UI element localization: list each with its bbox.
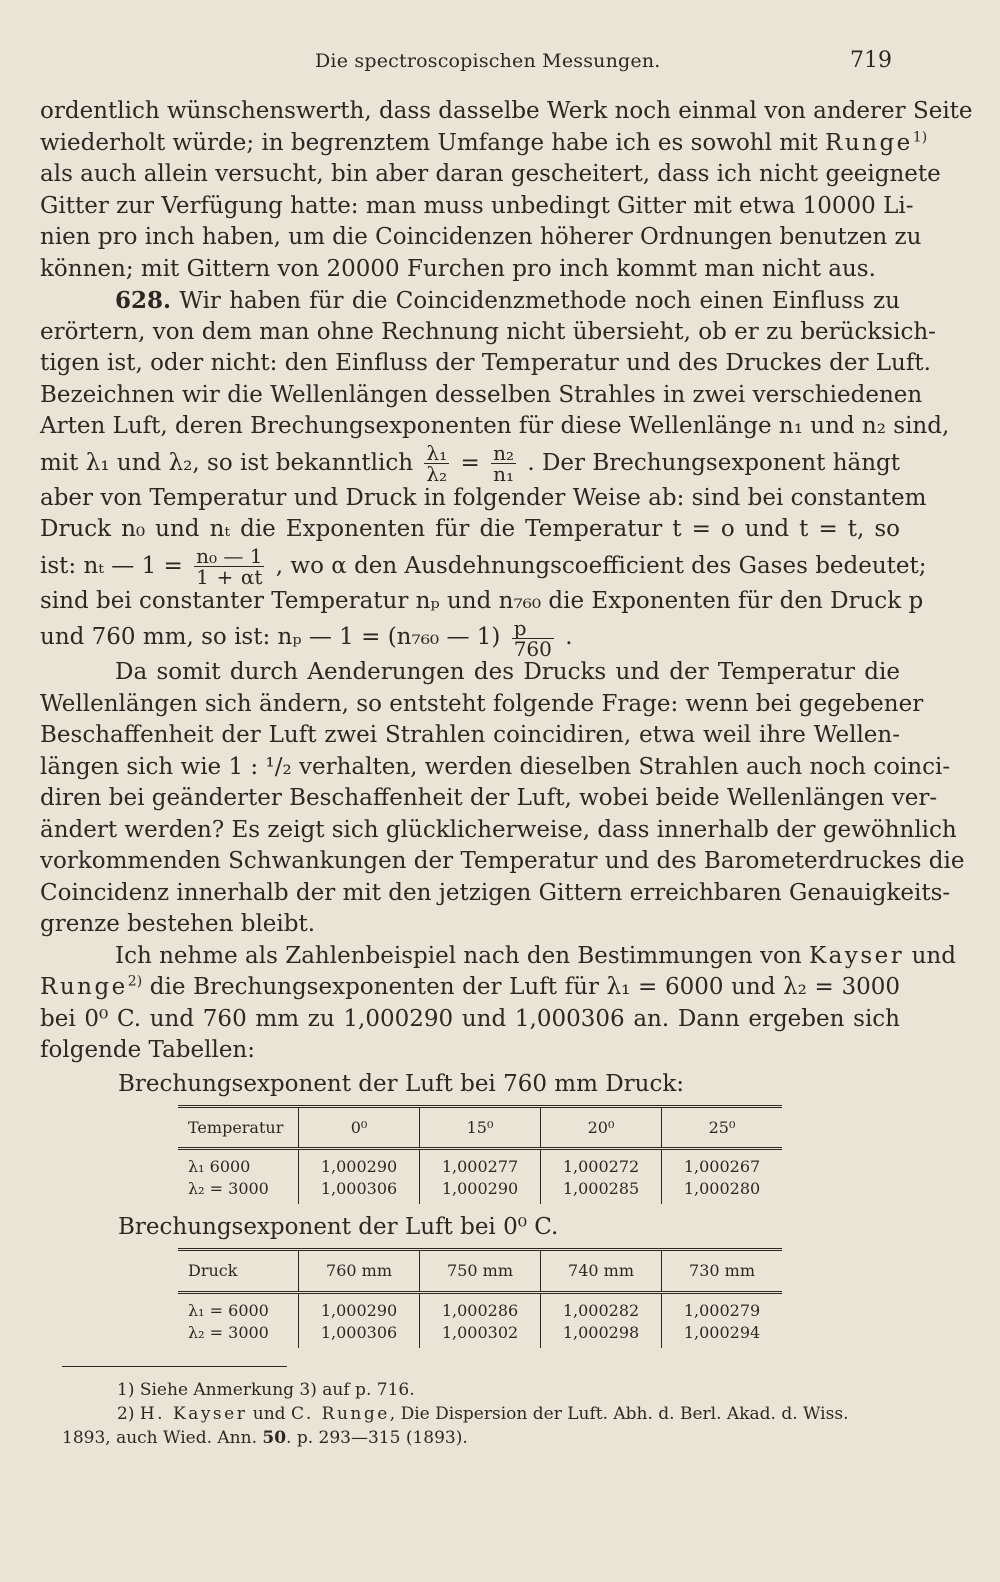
equation-line: [40, 544, 927, 589]
table-cell: 1,000272: [541, 1149, 662, 1179]
table-caption: Brechungsexponent der Luft bei 0⁰ C.: [118, 1214, 559, 1240]
table-header: 20⁰: [541, 1106, 662, 1149]
table-cell: 1,000285: [541, 1178, 662, 1204]
fraction-numerator: n₀ — 1: [196, 544, 263, 568]
fraction-numerator: p: [512, 618, 554, 639]
equation-line: [40, 441, 900, 486]
text-line: Da somit durch Aenderungen des Drucks und der Temperatur die: [115, 659, 900, 685]
text-line: Coincidenz innerhalb der mit den jetzigen Gittern erreichbaren Genauigkeits-: [40, 879, 951, 906]
table-header: Druck: [178, 1250, 299, 1293]
table-header: 25⁰: [662, 1106, 783, 1149]
author-name: C. Runge: [290, 1404, 390, 1424]
table-cell: 1,000290: [420, 1178, 541, 1204]
text-line: Gitter zur Verfügung hatte: man muss unbedingt Gitter mit etwa 10000 Li-: [40, 192, 914, 219]
text-span: , wo α den Ausdehnungscoefficient des Gases bedeutet;: [275, 552, 927, 579]
text-line: bei 0⁰ C. und 760 mm zu 1,000290 und 1,000306 an. Dann ergeben sich: [40, 1005, 900, 1032]
text-line: Bezeichnen wir die Wellenlängen desselben Strahles in zwei verschiedenen: [40, 381, 923, 408]
text-line: ändert werden? Es zeigt sich glücklicherweise, dass innerhalb der gewöhnlich: [40, 816, 957, 843]
footnote-ref: 2): [127, 973, 143, 990]
table-header: Temperatur: [178, 1106, 299, 1149]
running-head-title: Die spectroscopischen Messungen.: [315, 50, 661, 72]
text-line: diren bei geänderter Beschaffenheit der Luft, wobei beide Wellenlängen ver-: [40, 785, 938, 811]
fraction-denominator: λ₂: [426, 462, 448, 486]
footnote: 1) Siehe Anmerkung 3) auf p. 716.: [117, 1380, 415, 1400]
running-head: [0, 50, 1000, 80]
text-span: , Die Dispersion der Luft. Abh. d. Berl. Akad. d. Wiss.: [389, 1404, 849, 1424]
equation-line: [40, 615, 900, 661]
text-line: Wellenlängen sich ändern, so entsteht folgende Frage: wenn bei gegebener: [40, 690, 924, 717]
text-span: Ich nehme als Zahlenbeispiel nach den Bestimmungen von: [115, 942, 809, 969]
text-span: Wir haben für die Coincidenzmethode noch einen Einfluss zu: [171, 288, 900, 314]
footnote-ref: 1): [912, 128, 928, 145]
table-cell: 1,000267: [683, 1157, 761, 1176]
table-cell: λ₁ = 6000: [178, 1292, 299, 1322]
table-cell: 1,000280: [683, 1179, 761, 1198]
author-name: Runge: [40, 974, 128, 1000]
table-header: 15⁰: [420, 1106, 541, 1149]
table-cell: 1,000302: [420, 1322, 541, 1348]
table-header: 760 mm: [299, 1250, 420, 1293]
temperature-table: [178, 1105, 782, 1205]
text-span: die Brechungsexponenten der Luft für λ₁ = 6000 und λ₂ = 3000: [142, 974, 900, 1000]
text-span: und: [904, 942, 956, 969]
text-span: 2): [117, 1404, 140, 1424]
table-header: 740 mm: [541, 1250, 662, 1293]
text-line: Beschaffenheit der Luft zwei Strahlen coincidiren, etwa weil ihre Wellen-: [40, 722, 900, 748]
text-span: mit λ₁ und λ₂, so ist bekanntlich: [40, 449, 414, 476]
table-cell: λ₂ = 3000: [178, 1322, 299, 1348]
text-line: [40, 972, 900, 1004]
text-line: erörtern, von dem man ohne Rechnung nicht übersieht, ob er zu berücksich-: [40, 318, 936, 345]
text-line: grenze bestehen bleibt.: [40, 911, 316, 937]
text-span: . p. 293—315 (1893).: [286, 1428, 468, 1448]
fraction-denominator: 760: [513, 636, 552, 661]
text-line: [40, 128, 928, 160]
fraction: [424, 443, 449, 484]
fraction-denominator: 1 + αt: [196, 565, 263, 589]
text-line: als auch allein versucht, bin aber daran gescheitert, dass ich nicht geeignete: [40, 161, 941, 187]
table-cell: 1,000290: [299, 1292, 420, 1322]
table-row: [178, 1322, 782, 1348]
table-header-row: [178, 1250, 782, 1293]
fraction: [491, 443, 516, 484]
fraction: [194, 546, 264, 587]
text-span: und 760 mm, so ist: nₚ — 1 = (n₇₆₀ — 1): [40, 624, 501, 650]
table-cell: 1,000306: [299, 1178, 420, 1204]
text-line: [40, 285, 900, 317]
text-line: Druck n₀ und nₜ die Exponenten für die Temperatur t = o und t = t, so: [40, 516, 900, 542]
table-cell: 1,000294: [683, 1322, 761, 1342]
table-cell: 1,000286: [420, 1292, 541, 1322]
footnotes: [62, 1378, 912, 1450]
text-line: längen sich wie 1 : ¹/₂ verhalten, werden dieselben Strahlen auch noch coinci-: [40, 753, 951, 780]
footnote-divider: [62, 1366, 287, 1367]
table-cell: 1,000277: [420, 1149, 541, 1179]
fraction-numerator: λ₁: [426, 441, 448, 465]
fraction-denominator: n₁: [493, 462, 514, 486]
text-line: können; mit Gittern von 20000 Furchen pro inch kommt man nicht aus.: [40, 255, 876, 282]
author-name: Kayser: [808, 942, 905, 969]
text-line: aber von Temperatur und Druck in folgender Weise ab: sind bei constantem: [40, 484, 927, 511]
table-row: [178, 1292, 782, 1322]
text-line: ordentlich wünschenswerth, dass dasselbe Werk noch einmal von anderer Seite: [40, 98, 973, 124]
equals-sign: =: [460, 449, 480, 476]
text-span: ist: nₜ — 1 =: [40, 552, 183, 579]
table-cell: 1,000290: [299, 1149, 420, 1179]
footnote-continuation: [62, 1426, 912, 1450]
volume-number: 50: [262, 1428, 287, 1448]
table-cell: 1,000298: [541, 1322, 662, 1348]
table-cell: λ₂ = 3000: [178, 1178, 299, 1204]
author-name: Runge: [825, 129, 913, 156]
text-span: . Der Brechungsexponent hängt: [527, 449, 900, 476]
text-line: sind bei constanter Temperatur nₚ und n₇₆₀ die Exponenten für den Druck p: [40, 587, 924, 614]
text-line: [40, 941, 956, 973]
table-cell: 1,000306: [299, 1322, 420, 1348]
text-span: wiederholt würde; in begrenztem Umfange habe ich es sowohl mit: [40, 129, 826, 156]
table-header-row: [178, 1106, 782, 1149]
page-number: 719: [850, 48, 892, 73]
table-row: [178, 1149, 782, 1179]
text-line: vorkommenden Schwankungen der Temperatur und des Barometerdruckes die: [40, 848, 965, 874]
footnote: [62, 1402, 912, 1426]
text-span: 1893, auch Wied. Ann.: [62, 1428, 263, 1448]
table-row: [178, 1178, 782, 1204]
main-text: [40, 96, 973, 1354]
text-line: Arten Luft, deren Brechungsexponenten für diese Wellenlänge n₁ und n₂ sind,: [40, 413, 950, 439]
table-cell: 1,000282: [541, 1292, 662, 1322]
fraction: [512, 615, 554, 661]
table-cell: 1,000279: [683, 1300, 761, 1320]
table-caption: Brechungsexponent der Luft bei 760 mm Druck:: [118, 1070, 685, 1097]
fraction-numerator: n₂: [493, 441, 514, 465]
text-span: .: [565, 624, 573, 650]
table-cell: λ₁ 6000: [178, 1149, 299, 1179]
section-number: 628.: [115, 287, 172, 314]
table-header: 750 mm: [420, 1250, 541, 1293]
text-line: tigen ist, oder nicht: den Einfluss der Temperatur und des Druckes der Luft.: [40, 350, 931, 376]
author-name: H. Kayser: [139, 1404, 248, 1424]
text-line: nien pro inch haben, um die Coincidenzen höherer Ordnungen benutzen zu: [40, 224, 922, 250]
text-span: und: [247, 1404, 291, 1424]
text-line: folgende Tabellen:: [40, 1037, 255, 1063]
table-header: 0⁰: [299, 1106, 420, 1149]
pressure-table: [178, 1248, 782, 1348]
table-header: 730 mm: [662, 1250, 783, 1293]
